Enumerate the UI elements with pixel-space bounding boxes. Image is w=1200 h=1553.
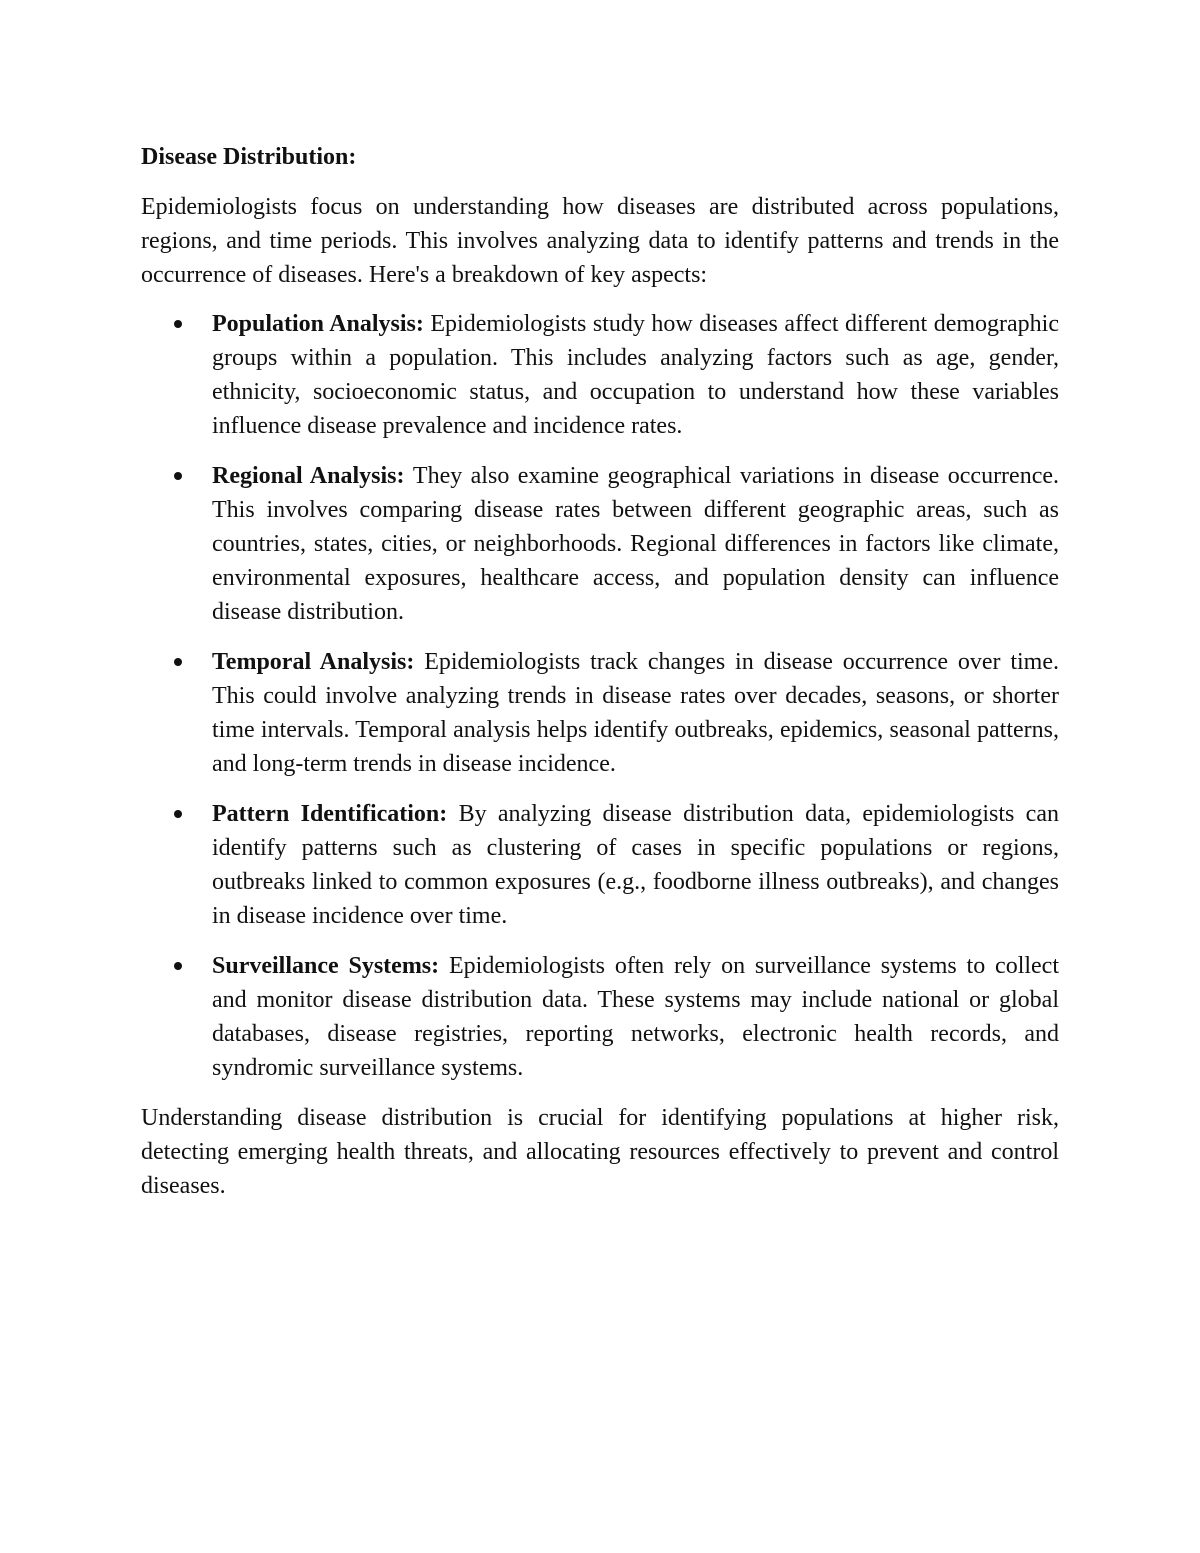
bullet-label: Temporal Analysis: — [212, 649, 425, 675]
list-item-population-analysis — [141, 307, 1059, 443]
document-page — [141, 140, 1059, 1203]
bullet-label: Regional Analysis: — [212, 463, 413, 489]
list-item-temporal-analysis — [141, 645, 1059, 781]
bullet-icon — [174, 658, 182, 666]
bullet-label: Surveillance Systems: — [212, 953, 449, 979]
closing-paragraph: Understanding disease distribution is crucial for identifying populations at higher risk, detecting emerging health threats, and allocating resources effectively to prevent and control diseases. — [141, 1105, 1059, 1199]
section-heading: Disease Distribution: — [141, 144, 357, 170]
bullet-text: Epidemiologists study how diseases affect different demographic groups within a population. This includes analyzing factors such as age, gender, ethnicity, socioeconomic status, and occupation to understand how these variables influence disease prevalence and incidence rates. — [212, 311, 1059, 439]
intro-paragraph: Epidemiologists focus on understanding how diseases are distributed across populations, regions, and time periods. This involves analyzing data to identify patterns and trends in the occurrence of diseases. Here's a breakdown of key aspects: — [141, 194, 1059, 288]
list-item-pattern-identification — [141, 797, 1059, 933]
bullet-text: They also examine geographical variations in disease occurrence. This involves comparing disease rates between different geographic areas, such as countries, states, cities, or neighborhoods. Regional differences in factors like climate, environmental exposures, healthcare access, and population density can influence disease distribution. — [212, 463, 1060, 625]
bullet-icon — [174, 472, 182, 480]
bullet-icon — [174, 962, 182, 970]
aspects-list — [141, 307, 1059, 1085]
list-item-surveillance-systems — [141, 949, 1059, 1085]
bullet-label: Population Analysis: — [212, 311, 431, 337]
bullet-text: By analyzing disease distribution data, epidemiologists can identify patterns such as clustering of cases in specific populations or regions, outbreaks linked to common exposures (e.g., foodborne illness outbreaks), and changes in disease incidence over time. — [212, 801, 1059, 929]
list-item-regional-analysis — [141, 459, 1059, 629]
bullet-label: Pattern Identification: — [212, 801, 459, 827]
bullet-text: Epidemiologists often rely on surveillance systems to collect and monitor disease distribution data. These systems may include national or global databases, disease registries, reporting networks, electronic health records, and syndromic surveillance systems. — [212, 953, 1060, 1081]
bullet-icon — [174, 320, 182, 328]
bullet-text: Epidemiologists track changes in disease occurrence over time. This could involve analyzing trends in disease rates over decades, seasons, or shorter time intervals. Temporal analysis helps identify outbreaks, epidemics, seasonal patterns, and long-term trends in disease incidence. — [212, 649, 1059, 777]
bullet-icon — [174, 810, 182, 818]
